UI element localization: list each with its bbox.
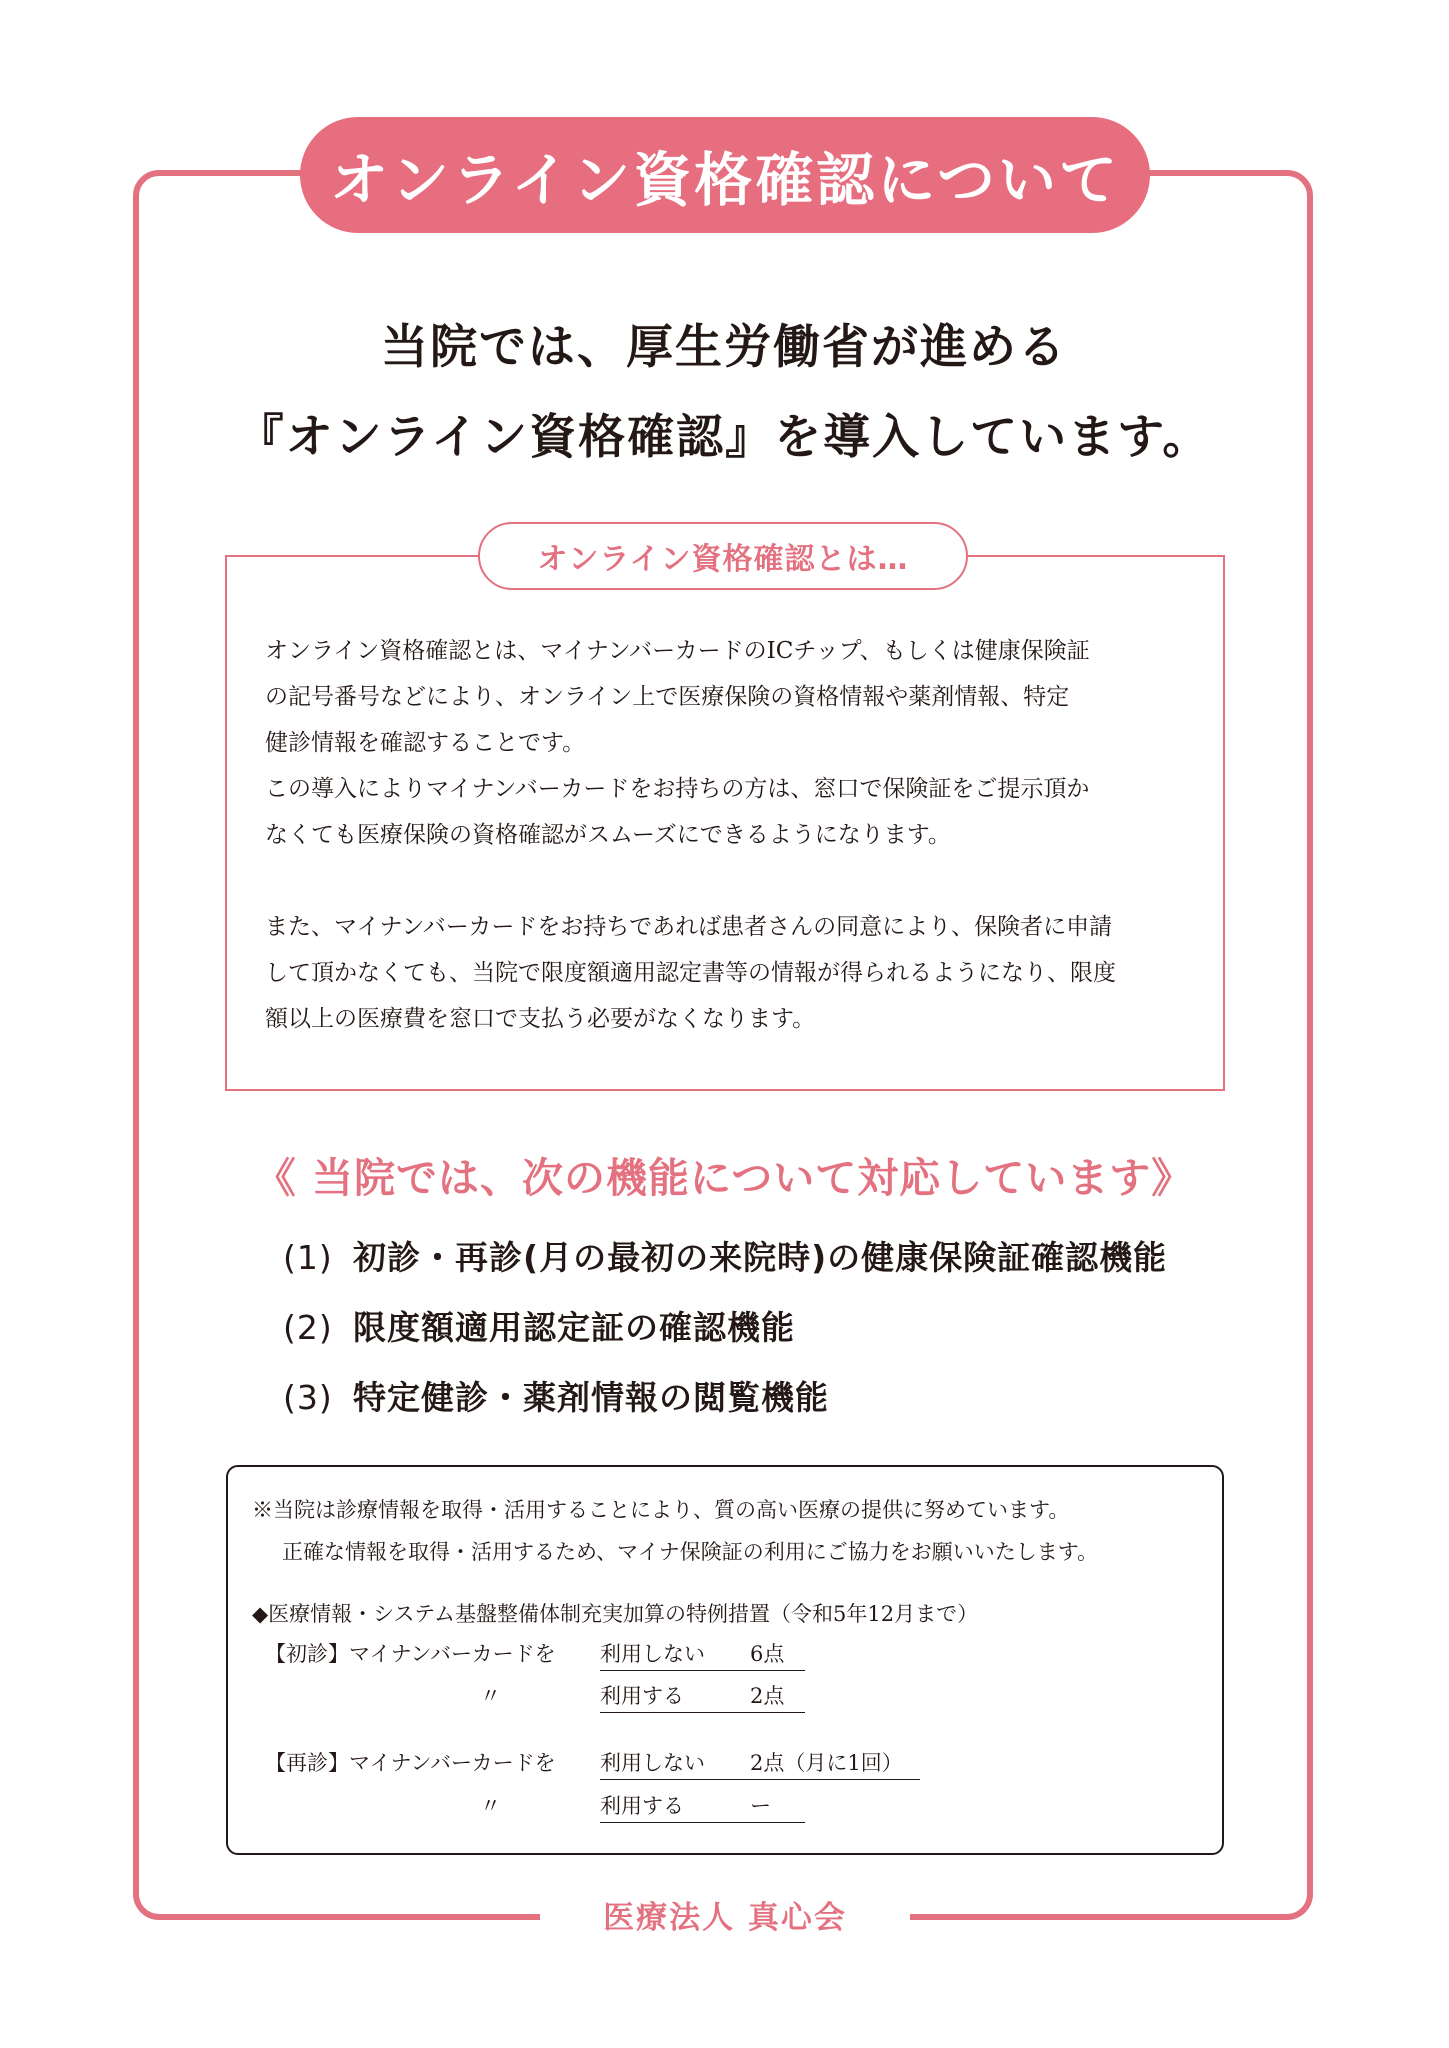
fee-usage: 利用する <box>600 1684 684 1708</box>
feature-number: (1) <box>283 1238 333 1277</box>
features-list <box>283 1223 1243 1433</box>
fee-row-label: 【初診】マイナンバーカードを <box>265 1642 556 1666</box>
ditto-mark: 〃 <box>480 1794 501 1818</box>
fee-points: ー <box>750 1794 771 1818</box>
info-heading: オンライン資格確認とは… <box>478 522 968 590</box>
info-line: なくても医療保険の資格確認がスムーズにできるようになります。 <box>265 822 951 848</box>
feature-number: (2) <box>283 1308 333 1347</box>
info-line: の記号番号などにより、オンライン上で医療保険の資格情報や薬剤情報、特定 <box>265 684 1070 710</box>
fee-row-value <box>600 1638 805 1671</box>
headline-line-1: 当院では、厚生労働省が進める <box>381 320 1067 375</box>
feature-item <box>283 1223 1243 1293</box>
special-measure-heading: ◆医療情報・システム基盤整備体制充実加算の特例措置（令和5年12月まで） <box>252 1602 979 1626</box>
headline-line-2: 『オンライン資格確認』を導入しています。 <box>236 410 1212 465</box>
fee-usage: 利用しない <box>600 1751 705 1775</box>
feature-label: 限度額適用認定証の確認機能 <box>353 1308 795 1347</box>
fee-row-label: 【再診】マイナンバーカードを <box>265 1751 556 1775</box>
organization-name: 医療法人 真心会 <box>603 1900 847 1936</box>
page-title: オンライン資格確認について <box>300 117 1150 233</box>
fee-row-value <box>600 1790 805 1823</box>
info-line: 額以上の医療費を窓口で支払う必要がなくなります。 <box>265 1006 816 1032</box>
info-line: 健診情報を確認することです。 <box>265 730 586 756</box>
fee-points: 2点 <box>750 1684 785 1708</box>
feature-number: (3) <box>283 1378 333 1417</box>
info-text <box>265 628 1200 1042</box>
info-line: この導入によりマイナンバーカードをお持ちの方は、窓口で保険証をご提示頂か <box>265 776 1090 802</box>
features-title: 《 当院では、次の機能について対応しています》 <box>254 1154 1194 1202</box>
fee-row-value <box>600 1747 920 1780</box>
ditto-mark: 〃 <box>480 1684 501 1708</box>
feature-item <box>283 1293 1243 1363</box>
paragraph-spacer <box>265 858 1200 904</box>
fee-points: 6点 <box>750 1642 785 1666</box>
fee-usage: 利用する <box>600 1794 684 1818</box>
info-line: また、マイナンバーカードをお持ちであれば患者さんの同意により、保険者に申請 <box>265 914 1113 940</box>
info-line: して頂かなくても、当院で限度額適用認定書等の情報が得られるようになり、限度 <box>265 960 1116 986</box>
feature-label: 初診・再診(月の最初の来院時)の健康保険証確認機能 <box>353 1238 1168 1277</box>
info-line: オンライン資格確認とは、マイナンバーカードのICチップ、もしくは健康保険証 <box>265 638 1090 664</box>
note-line-1: ※当院は診療情報を取得・活用することにより、質の高い医療の提供に努めています。 <box>252 1498 1070 1522</box>
fee-usage: 利用しない <box>600 1642 705 1666</box>
fee-row-value <box>600 1680 805 1713</box>
note-line-2: 正確な情報を取得・活用するため、マイナ保険証の利用にご協力をお願いいたします。 <box>282 1540 1099 1564</box>
feature-label: 特定健診・薬剤情報の閲覧機能 <box>353 1378 829 1417</box>
feature-item <box>283 1363 1243 1433</box>
fee-points: 2点（月に1回） <box>750 1751 903 1775</box>
